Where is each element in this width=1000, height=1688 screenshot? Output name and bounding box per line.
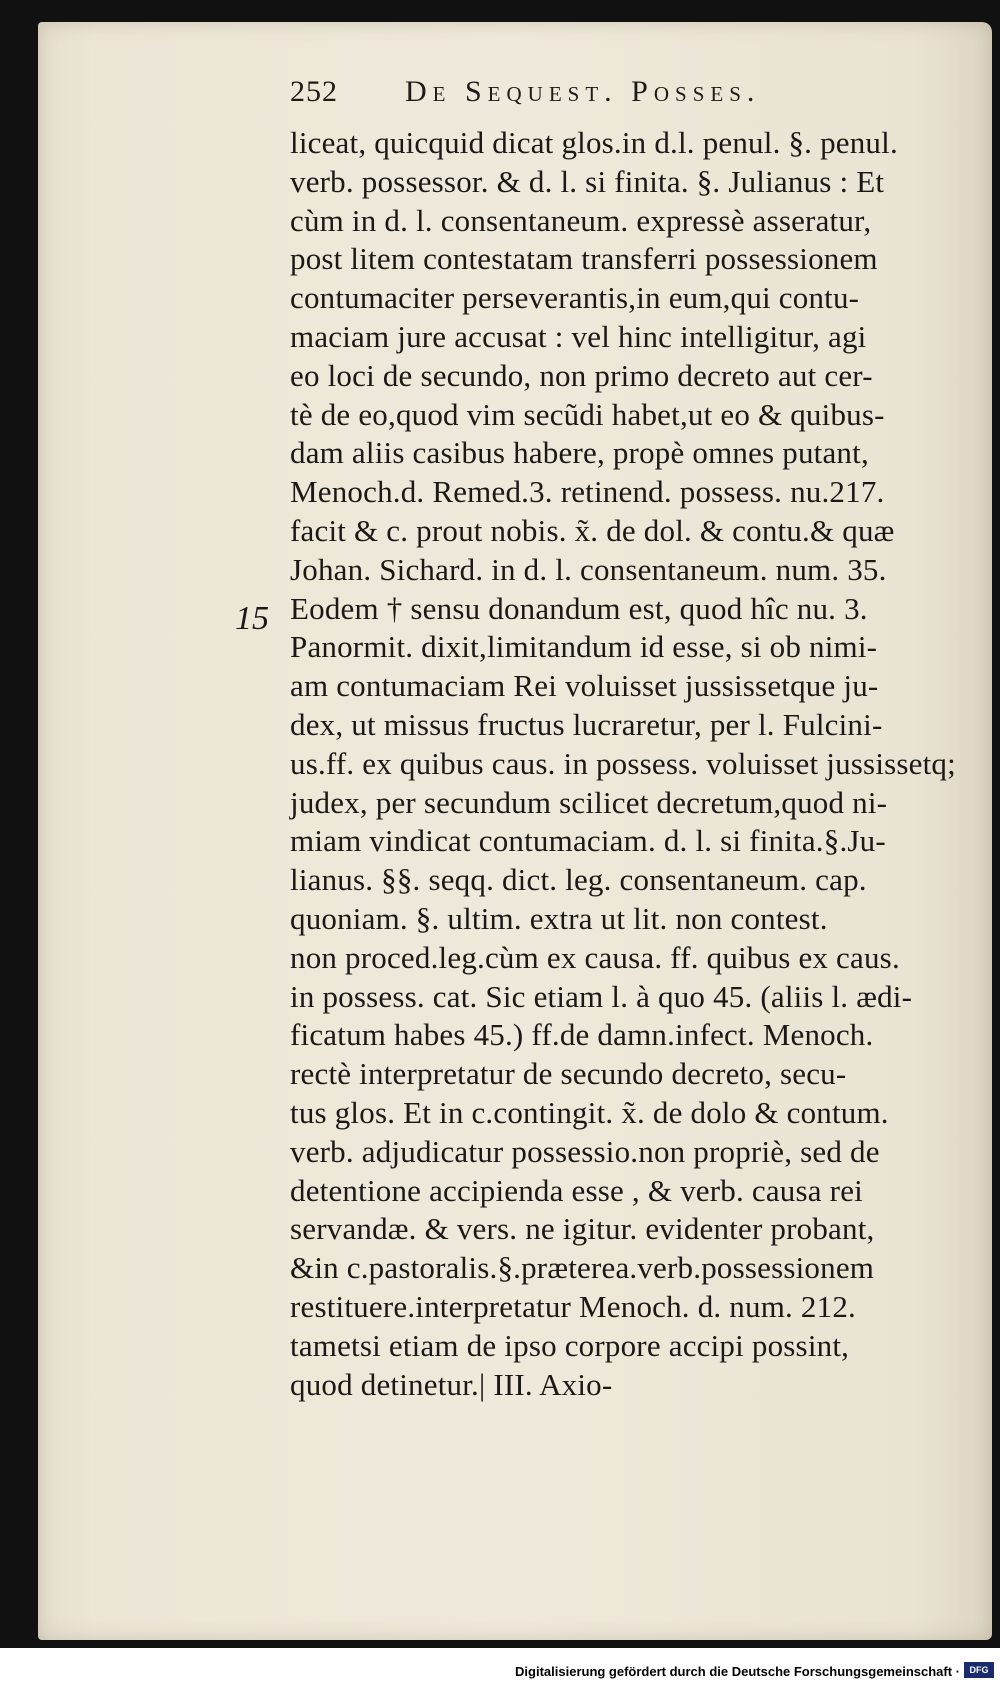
digitization-footer	[0, 1654, 1000, 1688]
text-line: servandæ. & vers. ne igitur. evidenter probant,	[290, 1211, 875, 1247]
text-line: Menoch.d. Remed.3. retinend. possess. nu.217.	[290, 474, 885, 510]
text-line: tametsi etiam de ipso corpore accipi possint,	[290, 1327, 850, 1363]
text-line: dam aliis casibus habere, propè omnes putant,	[290, 435, 869, 471]
text-line: liceat, quicquid dicat glos.in d.l. penul. §. penul.	[290, 125, 898, 160]
text-line: in possess. cat. Sic etiam l. à quo 45. (aliis l. ædi-	[290, 978, 913, 1014]
text-line: rectè interpretatur de secundo decreto, secu-	[290, 1056, 847, 1092]
text-line: verb. possessor. & d. l. si finita. §. Julianus : Et	[290, 163, 885, 199]
page-header	[290, 75, 910, 121]
text-line: dex, ut missus fructus lucraretur, per l. Fulcini-	[290, 706, 883, 742]
footer-credit: Digitalisierung gefördert durch die Deutsche Forschungsgemeinschaft ·	[515, 1664, 960, 1679]
text-line: verb. adjudicatur possessio.non propriè, sed de	[290, 1133, 880, 1169]
text-line: post litem contestatam transferri possessionem	[290, 241, 878, 277]
text-line: facit & c. prout nobis. x̃. de dol. & contu.& quæ	[290, 512, 895, 548]
page-number: 252	[290, 75, 338, 108]
text-line: maciam jure accusat : vel hinc intelligitur, agi	[290, 318, 867, 354]
text-line: tè de eo,quod vim secũdi habet,ut eo & quibus-	[290, 396, 885, 432]
text-line: Johan. Sichard. in d. l. consentaneum. num. 35.	[290, 551, 887, 587]
text-line: detentione accipienda esse , & verb. causa rei	[290, 1172, 863, 1208]
text-line: am contumaciam Rei voluisset jussissetque ju-	[290, 668, 879, 704]
text-line: judex, per secundum scilicet decretum,quod ni-	[290, 784, 888, 820]
text-line: quoniam. §. ultim. extra ut lit. non contest.	[290, 900, 828, 936]
dfg-logo: DFG	[964, 1662, 994, 1678]
running-head: De Sequest. Posses.	[405, 75, 761, 108]
text-line: cùm in d. l. consentaneum. expressè asseratur,	[290, 202, 872, 238]
text-line: us.ff. ex quibus caus. in possess. voluisset jussissetq;	[290, 745, 956, 781]
text-line: contumaciter perseverantis,in eum,qui contu-	[290, 280, 860, 316]
body-text	[290, 124, 980, 1404]
text-line: miam vindicat contumaciam. d. l. si finita.§.Ju-	[290, 823, 886, 859]
text-line: ficatum habes 45.) ff.de damn.infect. Menoch.	[290, 1017, 874, 1053]
text-line: quod detinetur.| III. Axio-	[290, 1366, 613, 1402]
marginal-note: 15	[235, 600, 269, 637]
text-line: lianus. §§. seqq. dict. leg. consentaneum. cap.	[290, 862, 867, 898]
text-line: eo loci de secundo, non primo decreto aut cer-	[290, 357, 873, 393]
text-line: restituere.interpretatur Menoch. d. num. 212.	[290, 1288, 856, 1324]
text-line: &in c.pastoralis.§.præterea.verb.possessionem	[290, 1250, 875, 1286]
text-line: non proced.leg.cùm ex causa. ff. quibus ex caus.	[290, 939, 900, 975]
text-line: tus glos. Et in c.contingit. x̃. de dolo & contum.	[290, 1094, 889, 1130]
text-line: Panormit. dixit,limitandum id esse, si ob nimi-	[290, 629, 878, 665]
text-line: Eodem † sensu donandum est, quod hîc nu. 3.	[290, 590, 868, 626]
